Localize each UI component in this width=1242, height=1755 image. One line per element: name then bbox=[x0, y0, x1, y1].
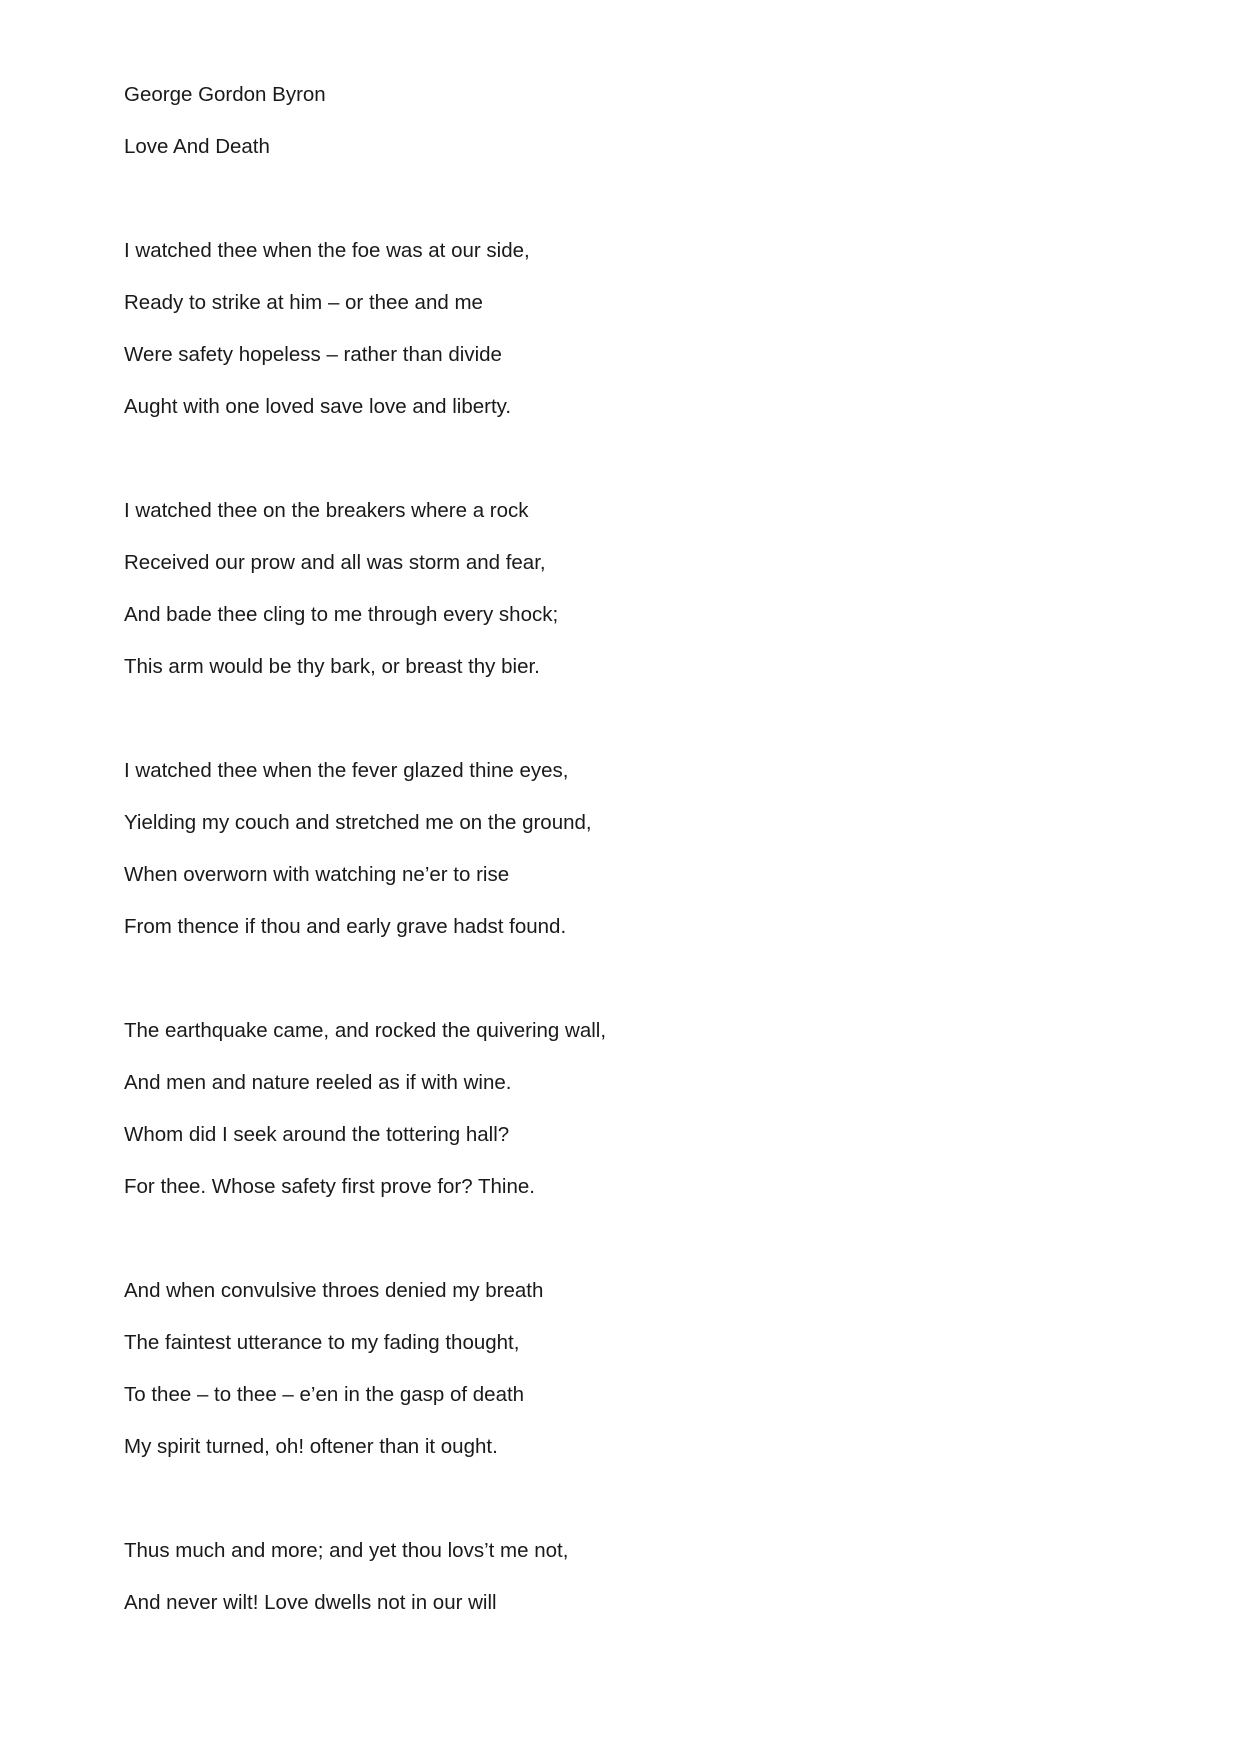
stanza-3 bbox=[124, 759, 1124, 939]
poem-line: Received our prow and all was storm and fear, bbox=[124, 551, 546, 574]
poem-line: I watched thee when the foe was at our side, bbox=[124, 239, 530, 262]
stanza-spacer bbox=[124, 1487, 1124, 1539]
poem-line: And bade thee cling to me through every shock; bbox=[124, 603, 559, 626]
poem-line: Thus much and more; and yet thou lovs’t me not, bbox=[124, 1539, 569, 1562]
poem-line: The faintest utterance to my fading thought, bbox=[124, 1331, 520, 1354]
poem-line: I watched thee on the breakers where a rock bbox=[124, 499, 529, 522]
poem-line: Yielding my couch and stretched me on the ground, bbox=[124, 811, 592, 834]
poem-line: And never wilt! Love dwells not in our will bbox=[124, 1591, 497, 1614]
stanza-6 bbox=[124, 1539, 1124, 1615]
poem-line: To thee – to thee – e’en in the gasp of death bbox=[124, 1383, 525, 1406]
poem-line: When overworn with watching ne’er to rise bbox=[124, 863, 510, 886]
poem-line: Whom did I seek around the tottering hall? bbox=[124, 1123, 510, 1146]
poem-title: Love And Death bbox=[124, 135, 270, 158]
poem-line: Were safety hopeless – rather than divide bbox=[124, 343, 502, 366]
poem-line: Ready to strike at him – or thee and me bbox=[124, 291, 483, 314]
stanza-1 bbox=[124, 239, 1124, 419]
poem-line: And men and nature reeled as if with wine. bbox=[124, 1071, 512, 1094]
poem-line: And when convulsive throes denied my breath bbox=[124, 1279, 544, 1302]
poem-line: Aught with one loved save love and liberty. bbox=[124, 395, 512, 418]
author-name: George Gordon Byron bbox=[124, 83, 326, 106]
stanza-spacer bbox=[124, 707, 1124, 759]
poem-line: The earthquake came, and rocked the quivering wall, bbox=[124, 1019, 607, 1042]
stanza-4 bbox=[124, 1019, 1124, 1199]
poem-line: This arm would be thy bark, or breast thy bier. bbox=[124, 655, 540, 678]
stanza-spacer bbox=[124, 967, 1124, 1019]
poem-line: I watched thee when the fever glazed thine eyes, bbox=[124, 759, 569, 782]
stanza-spacer bbox=[124, 447, 1124, 499]
stanza-2 bbox=[124, 499, 1124, 679]
poem-line: From thence if thou and early grave hadst found. bbox=[124, 915, 567, 938]
stanza-spacer bbox=[124, 1227, 1124, 1279]
stanza-spacer bbox=[124, 187, 1124, 239]
poem-line: For thee. Whose safety first prove for? Thine. bbox=[124, 1175, 535, 1198]
poem-line: My spirit turned, oh! oftener than it ought. bbox=[124, 1435, 498, 1458]
poem-text-block bbox=[124, 83, 1124, 1643]
stanza-5 bbox=[124, 1279, 1124, 1459]
